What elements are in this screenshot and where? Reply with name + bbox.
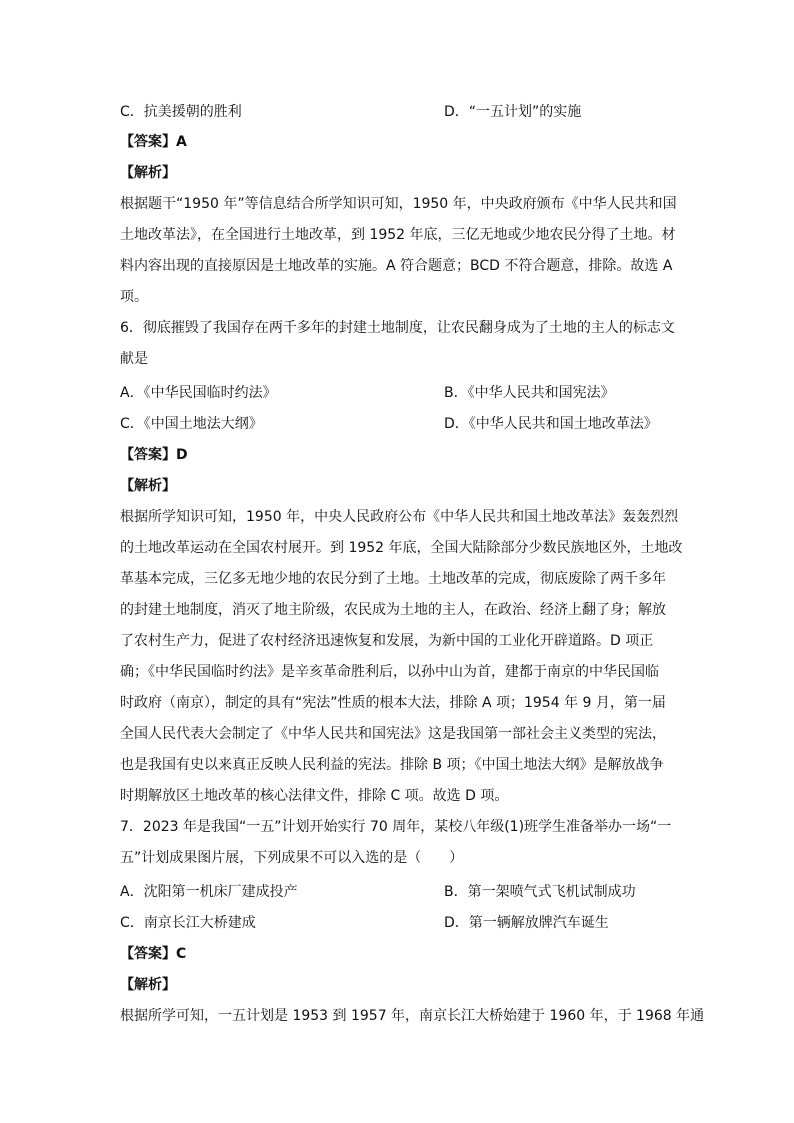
q6-option-d: D．《中华人民共和国土地改革法》 xyxy=(444,416,658,432)
q5-analysis-line: 料内容出现的直接原因是土地改革的实施。A 符合题意；BCD 不符合题意，排除。故选 A xyxy=(120,258,673,274)
q6-option-a: A．《中华民国临时约法》 xyxy=(120,385,277,401)
q7-option-d: D．第一辆解放牌汽车诞生 xyxy=(444,915,609,931)
q6-analysis-line: 革基本完成，三亿多无地少地的农民分到了土地。土地改革的完成，彻底废除了两千多年 xyxy=(120,571,666,587)
q5-analysis-label: 【解析】 xyxy=(120,165,176,181)
q7-option-a: A．沈阳第一机床厂建成投产 xyxy=(120,884,298,900)
q7-answer: 【答案】C xyxy=(120,946,187,962)
q6-stem-line: 6．彻底摧毁了我国存在两千多年的封建土地制度，让农民翻身成为了土地的主人的标志文 xyxy=(120,320,675,336)
q6-analysis-line: 了农村生产力，促进了农村经济迅速恢复和发展，为新中国的工业化开辟道路。D 项正 xyxy=(120,633,654,649)
q6-option-b: B．《中华人民共和国宪法》 xyxy=(444,385,615,401)
q6-analysis-label: 【解析】 xyxy=(120,478,176,494)
q6-analysis-line: 确；《中华民国临时约法》是辛亥革命胜利后，以孙中山为首，建都于南京的中华民国临 xyxy=(120,664,659,680)
q6-analysis-line: 根据所学知识可知，1950 年，中央人民政府公布《中华人民共和国土地改革法》轰轰烈烈 xyxy=(120,509,679,525)
q7-option-c: C．南京长江大桥建成 xyxy=(120,915,256,931)
q7-stem-line: 7．2023 年是我国“一五”计划开始实行 70 周年，某校八年级(1)班学生准备举办一场“一 xyxy=(120,819,672,835)
q6-answer: 【答案】D xyxy=(120,447,188,463)
q5-answer: 【答案】A xyxy=(120,134,187,150)
q5-analysis-line: 项。 xyxy=(120,289,148,305)
q7-stem-line: 五”计划成果图片展，下列成果不可以入选的是（ ） xyxy=(120,850,464,866)
q5-analysis-line: 土地改革法》，在全国进行土地改革，到 1952 年底，三亿无地或少地农民分得了土地。材 xyxy=(120,227,676,243)
q7-option-b: B．第一架喷气式飞机试制成功 xyxy=(444,884,636,900)
q5-option-d: D．“一五计划”的实施 xyxy=(444,104,582,120)
q6-analysis-line: 全国人民代表大会制定了《中华人民共和国宪法》这是我国第一部社会主义类型的宪法， xyxy=(120,726,666,742)
q6-analysis-line: 时期解放区土地改革的核心法律文件，排除 C 项。故选 D 项。 xyxy=(120,788,509,804)
q7-analysis-line: 根据所学可知，一五计划是 1953 到 1957 年，南京长江大桥始建于 1960 年，于 1968 年通 xyxy=(120,1008,705,1024)
q6-stem-line: 献是 xyxy=(120,351,148,367)
q6-option-c: C．《中国土地法大纲》 xyxy=(120,416,263,432)
q7-analysis-label: 【解析】 xyxy=(120,977,176,993)
q5-option-c: C．抗美援朝的胜利 xyxy=(120,104,242,120)
q6-analysis-line: 的封建土地制度，消灭了地主阶级，农民成为土地的主人，在政治、经济上翻了身；解放 xyxy=(120,602,666,618)
q6-analysis-line: 的土地改革运动在全国农村展开。到 1952 年底，全国大陆除部分少数民族地区外，土地改 xyxy=(120,540,683,556)
q6-analysis-line: 时政府（南京），制定的具有“宪法”性质的根本大法，排除 A 项；1954 年 9 月，第一届 xyxy=(120,695,666,711)
q5-analysis-line: 根据题干“1950 年”等信息结合所学知识可知，1950 年，中央政府颁布《中华人民共和国 xyxy=(120,196,677,212)
q6-analysis-line: 也是我国有史以来真正反映人民利益的宪法。排除 B 项；《中国土地法大纲》是解放战争 xyxy=(120,757,664,773)
